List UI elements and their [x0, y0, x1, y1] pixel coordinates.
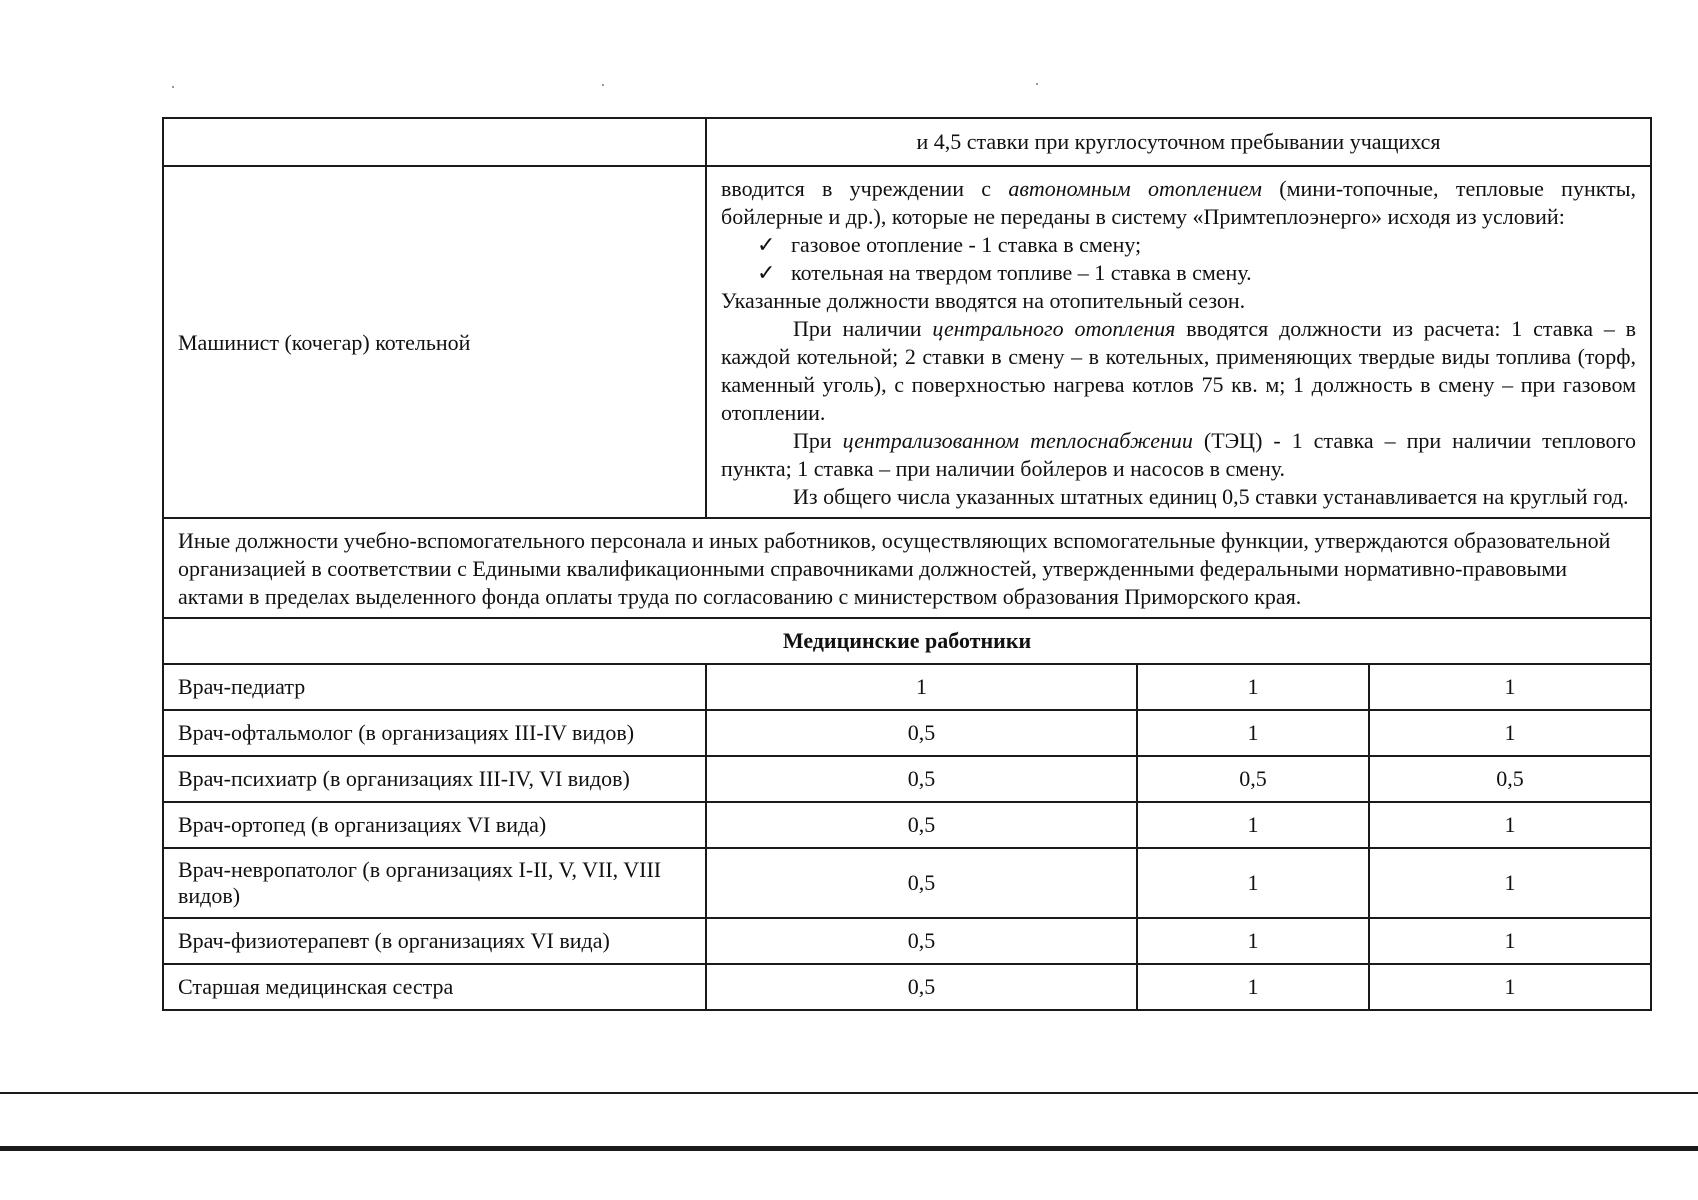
value-cell: 1	[1369, 848, 1651, 918]
other-positions-row	[163, 518, 1651, 618]
machinist-paragraph-4	[721, 427, 1636, 483]
continuation-right-cell: и 4,5 ставки при круглосуточном пребывании учащихся	[706, 118, 1651, 166]
value-cell: 1	[1137, 848, 1369, 918]
machinist-label: Машинист (кочегар) котельной	[163, 166, 706, 518]
value-cell: 1	[1137, 802, 1369, 848]
value-cell: 1	[1369, 964, 1651, 1010]
table-row	[163, 848, 1651, 918]
value-cell: 1	[1137, 964, 1369, 1010]
position-name: Врач-ортопед (в организациях VI вида)	[163, 802, 706, 848]
table-row	[163, 710, 1651, 756]
scan-speck	[1036, 83, 1038, 85]
position-name: Врач-физиотерапевт (в организациях VI вида)	[163, 918, 706, 964]
value-cell: 1	[706, 664, 1137, 710]
value-cell: 0,5	[706, 964, 1137, 1010]
value-cell: 0,5	[706, 802, 1137, 848]
value-cell: 0,5	[706, 918, 1137, 964]
value-cell: 0,5	[1137, 756, 1369, 802]
value-cell: 1	[1137, 918, 1369, 964]
value-cell: 1	[1369, 918, 1651, 964]
text-span: При наличии	[793, 316, 933, 341]
check-mark-icon: ✓	[757, 260, 776, 285]
text-span: При	[793, 428, 843, 453]
position-name: Врач-психиатр (в организациях III-IV, VI видов)	[163, 756, 706, 802]
check-item-gas	[721, 231, 1636, 259]
value-cell: 0,5	[1369, 756, 1651, 802]
machinist-paragraph-5: Из общего числа указанных штатных единиц 0,5 ставки устанавливается на круглый год.	[793, 484, 1629, 509]
table-row	[163, 756, 1651, 802]
value-cell: 0,5	[706, 756, 1137, 802]
other-positions-text: Иные должности учебно-вспомогательного персонала и иных работников, осуществляющих вспомогательные функции, утверждаются образовательной организацией в соответствии с Едиными квалификационными справочниками должностей, утвержденными федеральными нормативно-правовыми актами в пределах выделенного фонда оплаты труда по согласованию с министерством образования Приморского края.	[163, 518, 1651, 618]
value-cell: 1	[1137, 710, 1369, 756]
text-span: (мини-топочные, тепловые пункты, бойлерные и др.), которые не переданы в систему «Примтеплоэнерго» исходя из условий:	[721, 176, 1637, 229]
table-row	[163, 664, 1651, 710]
machinist-description	[706, 166, 1651, 518]
value-cell: 0,5	[706, 710, 1137, 756]
continuation-left-cell	[163, 118, 706, 166]
position-name: Врач-невропатолог (в организациях I-II, V, VII, VIII видов)	[163, 848, 706, 918]
italic-term: централизованном теплоснабжении	[842, 428, 1193, 453]
section-header-row	[163, 618, 1651, 664]
text-span: (ТЭЦ) - 1 ставка – при наличии теплового пункта; 1 ставка – при наличии бойлеров и насосов в смену.	[721, 428, 1637, 481]
text-span: вводится в учреждении с	[721, 176, 1009, 201]
table-row	[163, 802, 1651, 848]
value-cell: 1	[1369, 802, 1651, 848]
value-cell: 1	[1369, 710, 1651, 756]
value-cell: 0,5	[706, 848, 1137, 918]
machinist-paragraph-1	[721, 175, 1636, 231]
machinist-row	[163, 166, 1651, 518]
check-item-solid-fuel	[721, 259, 1636, 287]
position-name: Старшая медицинская сестра	[163, 964, 706, 1010]
italic-term: центрального отопления	[932, 316, 1176, 341]
italic-term: автономным отоплением	[1008, 176, 1262, 201]
check-mark-icon: ✓	[757, 232, 776, 257]
page-divider-thick	[0, 1146, 1698, 1151]
machinist-paragraph-2: Указанные должности вводятся на отопительный сезон.	[721, 288, 1246, 313]
text-span: вводятся должности из расчета: 1 ставка – в каждой котельной; 2 ставки в смену – в котельных, применяющих твердые виды топлива (торф, каменный уголь), с поверхностью нагрева котлов 75 кв. м; 1 должность в смену – при газовом отоплении.	[721, 316, 1637, 425]
continuation-row	[163, 118, 1651, 166]
value-cell: 1	[1137, 664, 1369, 710]
page-divider-thin	[0, 1092, 1698, 1094]
table-row	[163, 918, 1651, 964]
position-name: Врач-педиатр	[163, 664, 706, 710]
value-cell: 1	[1369, 664, 1651, 710]
machinist-paragraph-3	[721, 315, 1636, 427]
section-title: Медицинские работники	[163, 618, 1651, 664]
scan-speck	[602, 84, 604, 86]
position-name: Врач-офтальмолог (в организациях III-IV видов)	[163, 710, 706, 756]
scan-speck	[172, 86, 174, 88]
table-row	[163, 964, 1651, 1010]
staffing-table	[162, 117, 1652, 1011]
check-item-text: газовое отопление - 1 ставка в смену;	[791, 232, 1142, 257]
check-item-text: котельная на твердом топливе – 1 ставка в смену.	[791, 260, 1252, 285]
